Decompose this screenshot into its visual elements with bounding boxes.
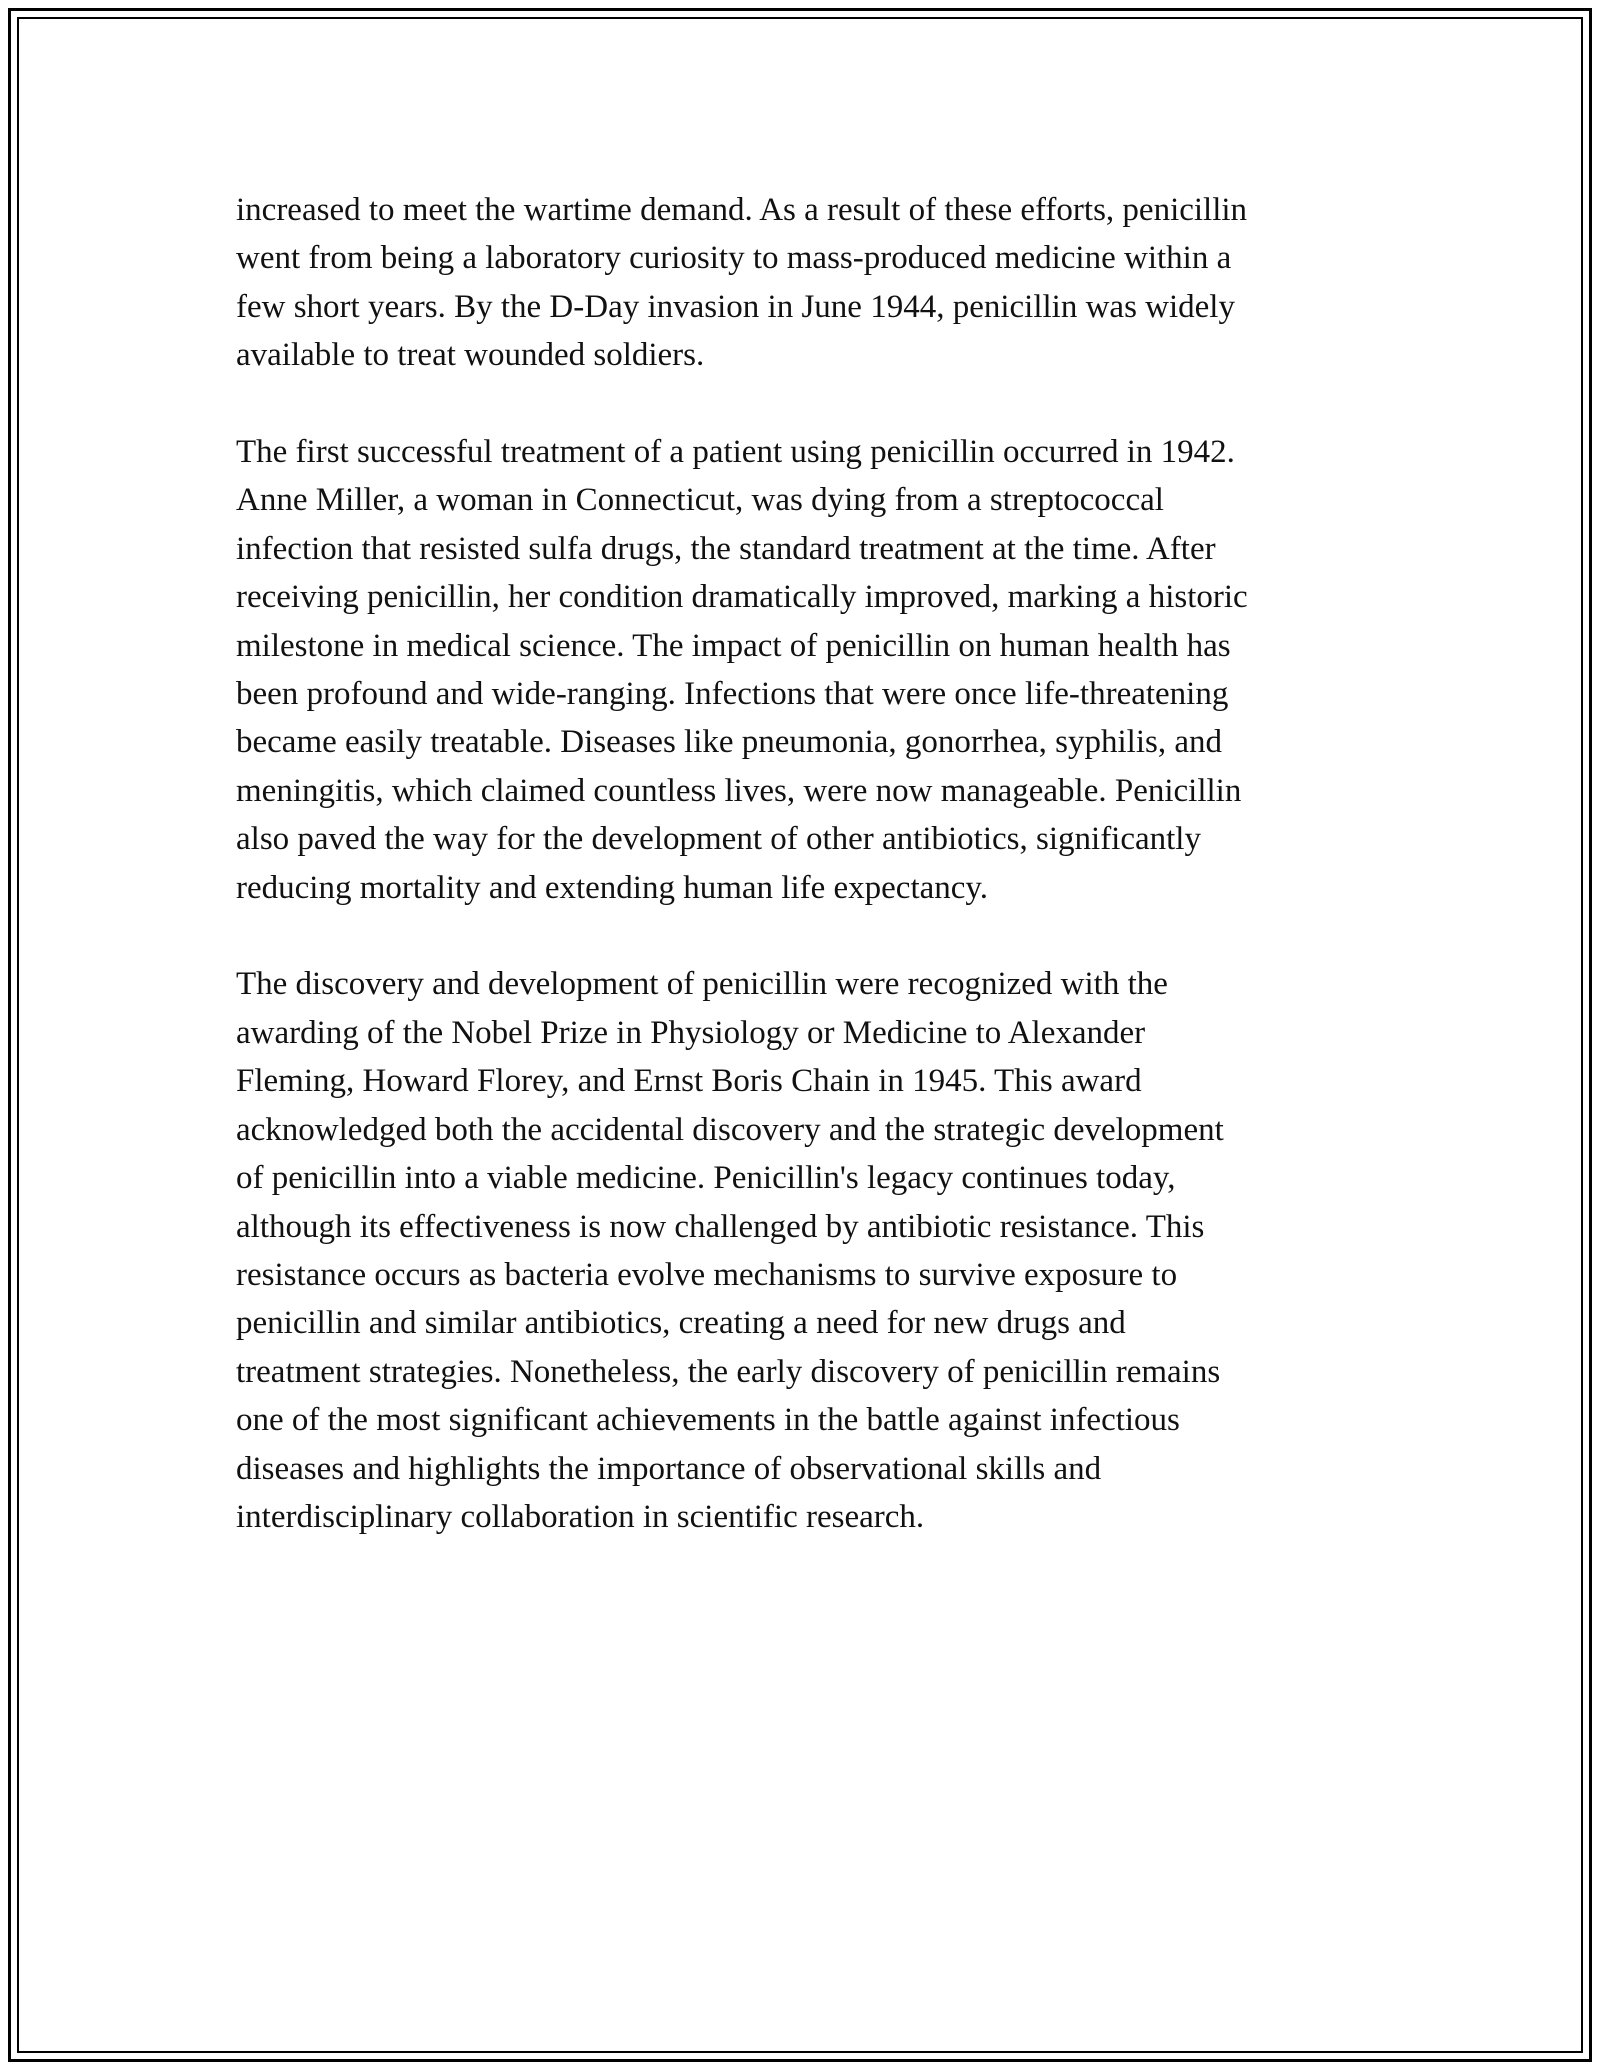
paragraph-first-treatment: The first successful treatment of a patient using penicillin occurred in 1942. Anne Miller, a woman in Connecticut, was dying from a streptococcal infection that resisted sulfa drugs, the standard treatment at the time. After receiving penicillin, her condition dramatically improved, marking a historic milestone in medical science. The impact of penicillin on human health has been profound and wide-ranging. Infections that were once life-threatening became easily treatable. Diseases like pneumonia, gonorrhea, syphilis, and meningitis, which claimed countless lives, were now manageable. Penicillin also paved the way for the development of other antibiotics, significantly reducing mortality and extending human life expectancy. — [236, 434, 1248, 906]
document-body — [236, 186, 1366, 1590]
paragraph-nobel-legacy: The discovery and development of penicillin were recognized with the awarding of the Nobel Prize in Physiology or Medicine to Alexander Fleming, Howard Florey, and Ernst Boris Chain in 1945. This award acknowledged both the accidental discovery and the strategic development of penicillin into a viable medicine. Penicillin's legacy continues today, although its effectiveness is now challenged by antibiotic resistance. This resistance occurs as bacteria evolve mechanisms to survive exposure to penicillin and similar antibiotics, creating a need for new drugs and treatment strategies. Nonetheless, the early discovery of penicillin remains one of the most significant achievements in the battle against infectious diseases and highlights the importance of observational skills and interdisciplinary collaboration in scientific research. — [236, 966, 1224, 1535]
paragraph-wartime-production: increased to meet the wartime demand. As a result of these efforts, penicillin went from being a laboratory curiosity to mass-produced medicine within a few short years. By the D-Day invasion in June 1944, penicillin was widely available to treat wounded soldiers. — [236, 192, 1248, 374]
